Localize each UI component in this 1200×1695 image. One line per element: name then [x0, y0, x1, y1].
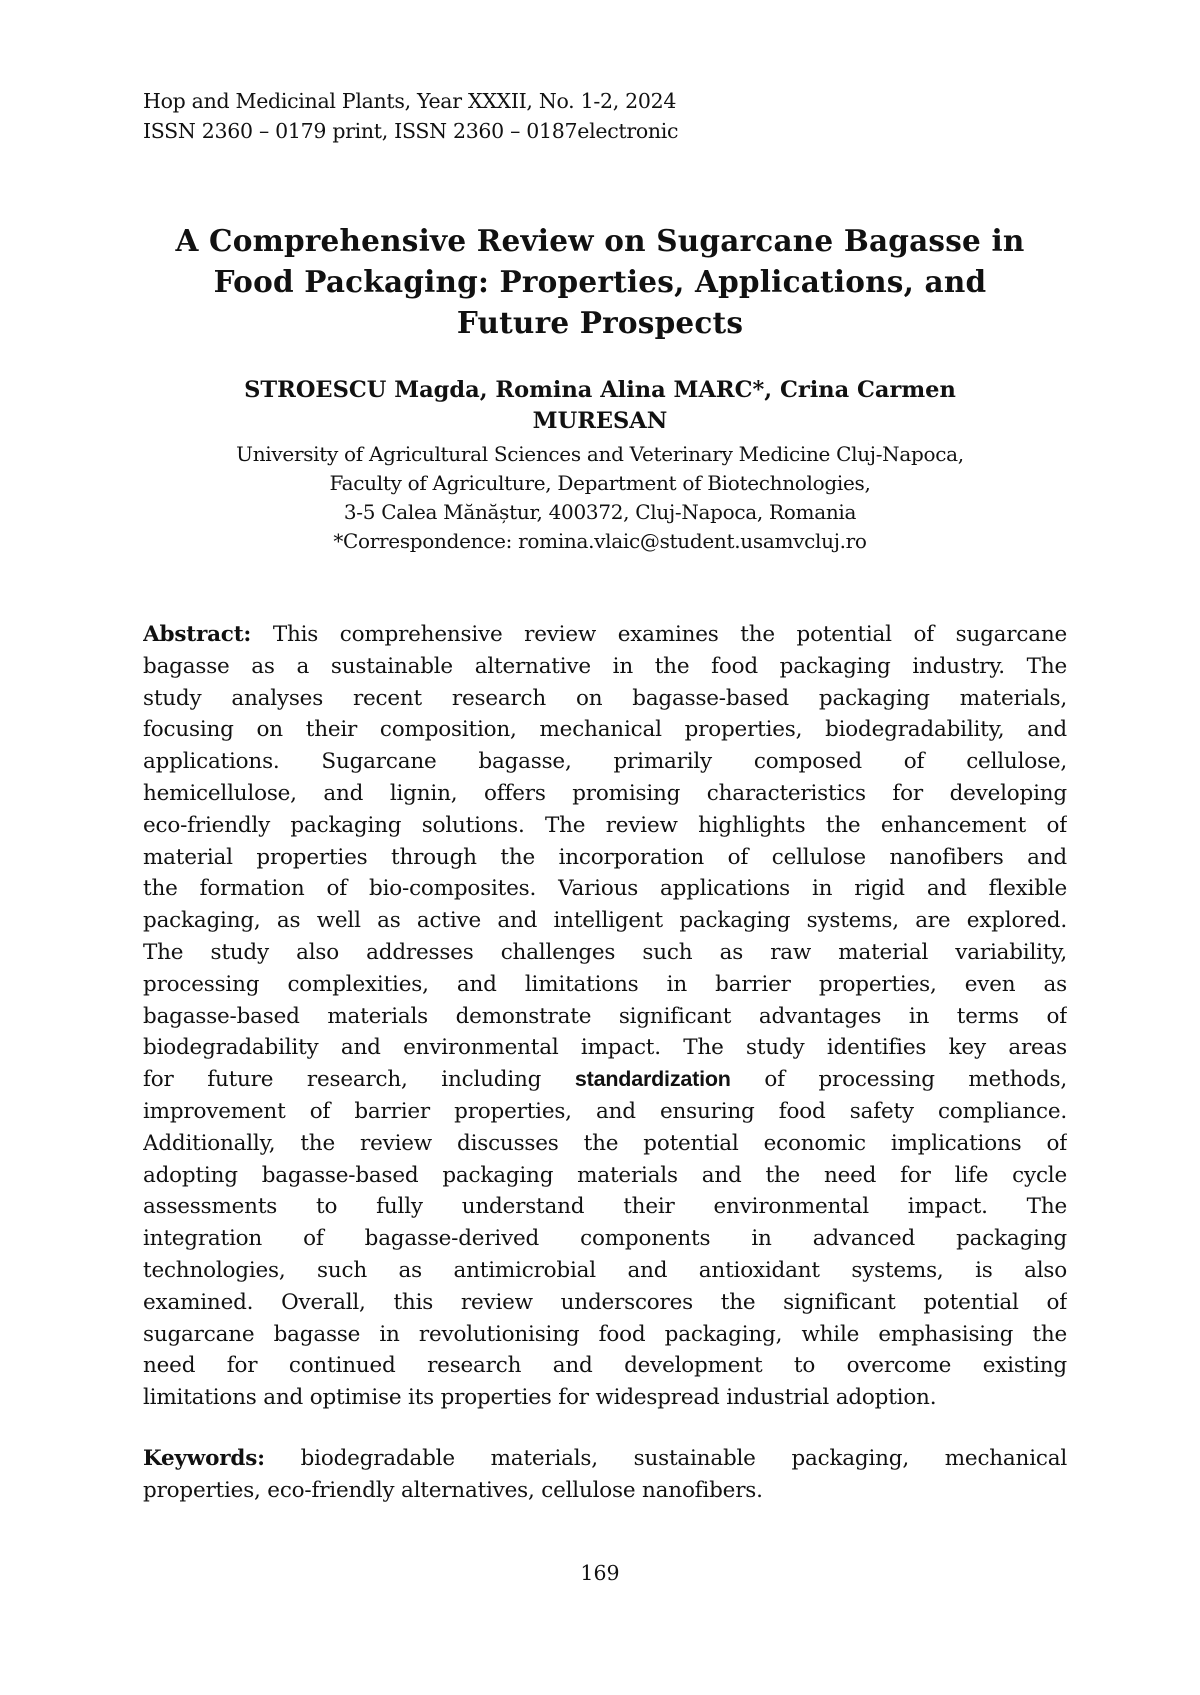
abstract-line: assessments to fully understand their environmental impact. The — [143, 1194, 1067, 1220]
abstract-line: the formation of bio-composites. Various applications in rigid and flexible — [143, 876, 1067, 902]
affiliation-university: University of Agricultural Sciences and Veterinary Medicine Cluj-Napoca, — [236, 442, 964, 466]
abstract-line: packaging, as well as active and intelligent packaging systems, are explored. — [143, 908, 1067, 934]
abstract-line: examined. Overall, this review underscores the significant potential of — [143, 1289, 1067, 1315]
abstract-first-line — [143, 619, 1067, 651]
keywords-section — [143, 1443, 1067, 1507]
abstract-line: study analyses recent research on bagasse-based packaging materials, — [143, 685, 1067, 711]
abstract-line: The study also addresses challenges such as raw material variability, — [143, 939, 1067, 965]
abstract-line: improvement of barrier properties, and ensuring food safety compliance. — [143, 1098, 1067, 1124]
paper-title — [100, 220, 1100, 343]
abstract-line-text: for future research, including — [143, 1067, 542, 1093]
keywords-text: biodegradable materials, sustainable packaging, mechanical — [300, 1446, 1067, 1471]
abstract-line: Additionally, the review discusses the potential economic implications of — [143, 1130, 1067, 1156]
abstract-line: sugarcane bagasse in revolutionising food packaging, while emphasising the — [143, 1321, 1067, 1347]
title-line: A Comprehensive Review on Sugarcane Bagasse in — [175, 223, 1025, 258]
abstract-line: bagasse-based materials demonstrate significant advantages in terms of — [143, 1003, 1067, 1029]
correspondence-email: *Correspondence: romina.vlaic@student.usamvcluj.ro — [333, 529, 867, 553]
abstract-line: processing complexities, and limitations in barrier properties, even as — [143, 971, 1067, 997]
author-line: STROESCU Magda, Romina Alina MARC*, Crina Carmen — [244, 377, 956, 403]
abstract-line: material properties through the incorporation of cellulose nanofibers and — [143, 844, 1067, 870]
abstract-line: applications. Sugarcane bagasse, primarily composed of cellulose, — [143, 749, 1067, 775]
affiliation-faculty: Faculty of Agriculture, Department of Biotechnologies, — [329, 471, 871, 495]
affiliation-address: 3-5 Calea Mănăștur, 400372, Cluj-Napoca, Romania — [343, 500, 857, 524]
abstract-highlight-line — [143, 1064, 1067, 1096]
abstract-line: adopting bagasse-based packaging materials and the need for life cycle — [143, 1162, 1067, 1188]
abstract-line: hemicellulose, and lignin, offers promising characteristics for developing — [143, 780, 1067, 806]
journal-header — [143, 86, 678, 146]
journal-issn: ISSN 2360 – 0179 print, ISSN 2360 – 0187electronic — [143, 119, 679, 143]
abstract-line: technologies, such as antimicrobial and antioxidant systems, is also — [143, 1257, 1067, 1283]
title-line: Food Packaging: Properties, Applications, and — [213, 264, 987, 299]
page-number: 169 — [580, 1561, 620, 1585]
keywords-label: Keywords: — [143, 1446, 265, 1471]
keywords-first-line — [143, 1443, 1067, 1475]
abstract-line: eco-friendly packaging solutions. The review highlights the enhancement of — [143, 812, 1067, 838]
abstract-lines — [143, 651, 1067, 1064]
abstract-label: Abstract: — [143, 622, 252, 647]
abstract-line-text: This comprehensive review examines the potential of sugarcane — [272, 622, 1067, 647]
abstract-line: biodegradability and environmental impact. The study identifies key areas — [143, 1035, 1067, 1061]
author-list — [100, 375, 1100, 437]
abstract-line: focusing on their composition, mechanical properties, biodegradability, and — [143, 717, 1067, 743]
abstract-lines — [143, 1096, 1067, 1414]
highlighted-term: standardization — [574, 1067, 731, 1092]
abstract-line: integration of bagasse-derived components in advanced packaging — [143, 1226, 1067, 1252]
abstract-line: need for continued research and development to overcome existing — [143, 1353, 1067, 1379]
journal-citation: Hop and Medicinal Plants, Year XXXII, No. 1-2, 2024 — [143, 89, 677, 113]
affiliation-block — [100, 440, 1100, 556]
keywords-text: properties, eco-friendly alternatives, cellulose nanofibers. — [143, 1477, 763, 1503]
author-line: MURESAN — [532, 408, 668, 434]
abstract-line: bagasse as a sustainable alternative in the food packaging industry. The — [143, 653, 1067, 679]
abstract-line: limitations and optimise its properties for widespread industrial adoption. — [143, 1385, 937, 1411]
title-line: Future Prospects — [456, 305, 744, 340]
abstract-section — [143, 619, 1067, 1414]
abstract-line-text: of processing methods, — [764, 1067, 1067, 1093]
